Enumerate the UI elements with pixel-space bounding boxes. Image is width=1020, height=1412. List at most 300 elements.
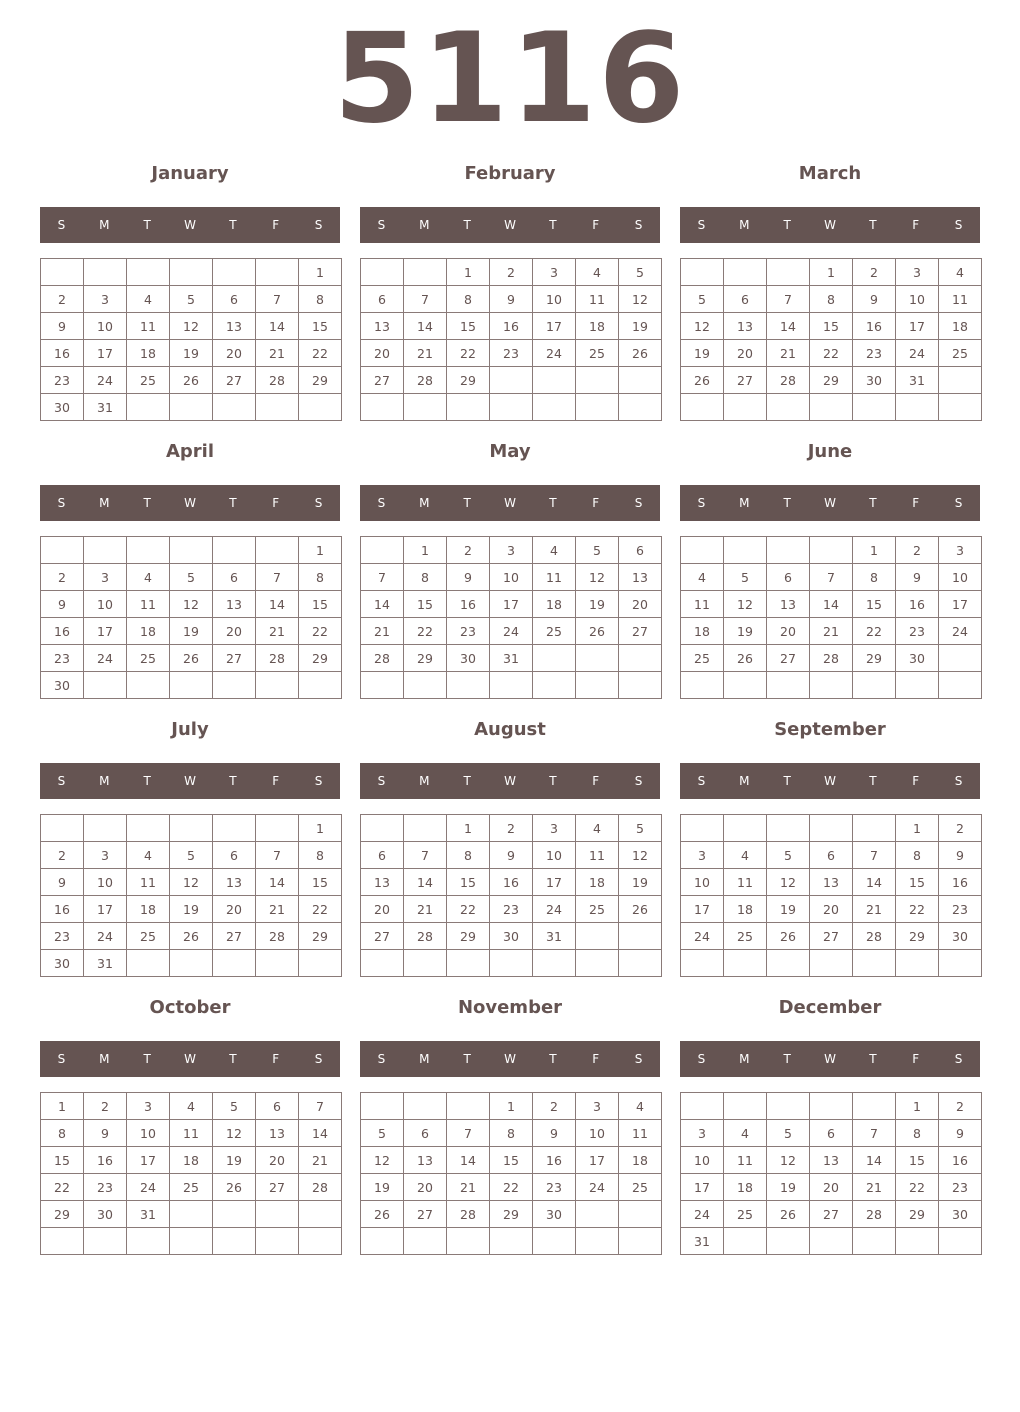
week-row <box>361 618 662 645</box>
weekday-label: T <box>869 1052 877 1066</box>
week-row <box>361 645 662 672</box>
day-cell: 16 <box>84 1147 127 1174</box>
day-cell <box>619 645 662 672</box>
day-cell: 31 <box>896 367 939 394</box>
day-cell <box>619 672 662 699</box>
day-cell: 26 <box>213 1174 256 1201</box>
day-cell <box>810 950 853 977</box>
day-cell: 4 <box>724 842 767 869</box>
day-cell: 27 <box>619 618 662 645</box>
day-cell: 21 <box>853 1174 896 1201</box>
day-cell: 13 <box>404 1147 447 1174</box>
day-cell: 13 <box>213 869 256 896</box>
day-cell: 3 <box>896 259 939 286</box>
day-cell: 11 <box>576 286 619 313</box>
day-cell <box>256 950 299 977</box>
day-cell <box>213 394 256 421</box>
day-cell: 15 <box>299 869 342 896</box>
week-row <box>681 564 982 591</box>
day-cell <box>681 259 724 286</box>
day-cell <box>619 367 662 394</box>
day-cell: 26 <box>170 645 213 672</box>
day-cell <box>84 815 127 842</box>
week-row <box>681 869 982 896</box>
weekday-label: F <box>272 496 280 510</box>
day-cell: 15 <box>853 591 896 618</box>
day-cell: 21 <box>404 340 447 367</box>
day-cell <box>576 923 619 950</box>
day-cell: 6 <box>724 286 767 313</box>
day-cell: 17 <box>939 591 982 618</box>
day-cell: 9 <box>41 591 84 618</box>
day-cell <box>724 672 767 699</box>
day-cell: 22 <box>299 896 342 923</box>
day-cell: 5 <box>170 564 213 591</box>
day-cell: 28 <box>767 367 810 394</box>
day-cell: 14 <box>404 869 447 896</box>
day-cell <box>576 367 619 394</box>
day-cell <box>299 1201 342 1228</box>
day-cell: 19 <box>767 896 810 923</box>
week-row <box>681 367 982 394</box>
day-cell: 21 <box>447 1174 490 1201</box>
weekday-label: S <box>954 774 963 788</box>
day-cell: 20 <box>256 1147 299 1174</box>
day-cell: 27 <box>810 923 853 950</box>
day-cell: 1 <box>490 1093 533 1120</box>
day-cell: 24 <box>84 923 127 950</box>
day-cell: 29 <box>490 1201 533 1228</box>
week-row <box>681 394 982 421</box>
day-cell: 1 <box>299 259 342 286</box>
day-cell: 5 <box>361 1120 404 1147</box>
day-cell: 25 <box>170 1174 213 1201</box>
day-cell: 1 <box>896 815 939 842</box>
weekday-label: F <box>912 1052 920 1066</box>
day-cell: 26 <box>724 645 767 672</box>
day-cell: 7 <box>810 564 853 591</box>
day-cell: 20 <box>619 591 662 618</box>
day-cell <box>810 672 853 699</box>
weekday-label: T <box>463 1052 471 1066</box>
week-row <box>681 591 982 618</box>
day-cell: 3 <box>127 1093 170 1120</box>
day-grid <box>360 536 662 699</box>
day-cell <box>256 394 299 421</box>
day-cell: 29 <box>299 645 342 672</box>
day-cell: 16 <box>41 340 84 367</box>
day-cell: 6 <box>810 1120 853 1147</box>
weekday-label: F <box>592 218 600 232</box>
day-cell: 10 <box>84 313 127 340</box>
day-cell: 2 <box>490 815 533 842</box>
day-cell <box>170 537 213 564</box>
weekday-label: M <box>99 218 110 232</box>
day-cell: 21 <box>767 340 810 367</box>
day-cell: 18 <box>724 896 767 923</box>
month-name: June <box>807 441 853 462</box>
weekday-label: F <box>912 218 920 232</box>
day-cell: 22 <box>490 1174 533 1201</box>
day-cell: 2 <box>84 1093 127 1120</box>
day-cell: 21 <box>256 618 299 645</box>
day-cell <box>361 950 404 977</box>
day-cell: 15 <box>404 591 447 618</box>
day-cell <box>681 394 724 421</box>
day-cell: 29 <box>447 367 490 394</box>
weekday-label: T <box>143 774 151 788</box>
day-cell: 25 <box>127 923 170 950</box>
day-cell: 24 <box>939 618 982 645</box>
day-cell: 8 <box>810 286 853 313</box>
day-cell <box>724 259 767 286</box>
day-cell <box>681 672 724 699</box>
day-cell: 31 <box>127 1201 170 1228</box>
day-cell <box>127 259 170 286</box>
day-cell: 23 <box>41 923 84 950</box>
day-cell: 16 <box>896 591 939 618</box>
day-cell: 21 <box>256 340 299 367</box>
weekday-header <box>360 1041 660 1077</box>
day-cell: 14 <box>404 313 447 340</box>
weekday-label: W <box>504 218 516 232</box>
week-row <box>361 896 662 923</box>
day-cell: 4 <box>576 259 619 286</box>
day-cell: 6 <box>256 1093 299 1120</box>
day-cell <box>170 259 213 286</box>
day-cell <box>170 1228 213 1255</box>
week-row <box>361 259 662 286</box>
day-cell: 14 <box>361 591 404 618</box>
day-cell <box>170 1201 213 1228</box>
week-row <box>361 1093 662 1120</box>
day-cell: 7 <box>256 842 299 869</box>
day-cell: 22 <box>41 1174 84 1201</box>
day-cell: 3 <box>533 815 576 842</box>
day-cell: 21 <box>853 896 896 923</box>
weekday-label: S <box>377 496 386 510</box>
day-cell: 3 <box>681 1120 724 1147</box>
day-cell <box>724 537 767 564</box>
day-cell: 8 <box>41 1120 84 1147</box>
day-cell: 12 <box>170 313 213 340</box>
day-cell: 18 <box>576 313 619 340</box>
day-cell: 28 <box>853 1201 896 1228</box>
day-cell: 10 <box>84 869 127 896</box>
week-row <box>41 340 342 367</box>
day-cell: 8 <box>853 564 896 591</box>
day-cell: 16 <box>533 1147 576 1174</box>
day-cell: 16 <box>447 591 490 618</box>
day-cell: 24 <box>533 896 576 923</box>
day-cell: 17 <box>127 1147 170 1174</box>
week-row <box>361 950 662 977</box>
day-grid <box>360 1092 662 1255</box>
weekday-label: S <box>634 774 643 788</box>
day-cell: 15 <box>810 313 853 340</box>
day-cell: 18 <box>724 1174 767 1201</box>
weekday-label: S <box>697 218 706 232</box>
day-cell: 28 <box>810 645 853 672</box>
week-row <box>41 950 342 977</box>
day-cell: 3 <box>939 537 982 564</box>
day-cell: 20 <box>213 340 256 367</box>
week-row <box>681 1228 982 1255</box>
week-row <box>361 367 662 394</box>
day-grid <box>680 258 982 421</box>
day-cell: 22 <box>810 340 853 367</box>
day-cell: 4 <box>127 842 170 869</box>
day-cell: 5 <box>619 815 662 842</box>
day-cell <box>939 950 982 977</box>
day-cell <box>810 1228 853 1255</box>
day-cell: 2 <box>41 286 84 313</box>
week-row <box>41 286 342 313</box>
day-cell: 10 <box>896 286 939 313</box>
weekday-label: W <box>184 774 196 788</box>
day-cell: 14 <box>810 591 853 618</box>
day-cell: 11 <box>576 842 619 869</box>
weekday-label: T <box>229 218 237 232</box>
day-cell: 23 <box>490 340 533 367</box>
weekday-label: W <box>824 218 836 232</box>
day-cell: 13 <box>619 564 662 591</box>
day-grid <box>680 536 982 699</box>
day-cell: 13 <box>256 1120 299 1147</box>
day-cell <box>767 1228 810 1255</box>
day-cell <box>810 815 853 842</box>
day-grid <box>360 258 662 421</box>
day-cell: 3 <box>681 842 724 869</box>
day-grid <box>40 814 342 977</box>
day-cell <box>404 1228 447 1255</box>
day-cell <box>533 367 576 394</box>
day-cell: 29 <box>299 367 342 394</box>
week-row <box>681 286 982 313</box>
day-cell: 9 <box>41 313 84 340</box>
week-row <box>681 313 982 340</box>
day-cell <box>84 672 127 699</box>
day-cell: 25 <box>127 367 170 394</box>
week-row <box>361 869 662 896</box>
day-cell <box>213 537 256 564</box>
day-cell <box>170 394 213 421</box>
day-grid <box>40 1092 342 1255</box>
weekday-label: S <box>634 218 643 232</box>
day-cell: 20 <box>404 1174 447 1201</box>
day-cell: 19 <box>767 1174 810 1201</box>
day-cell: 24 <box>681 923 724 950</box>
weekday-label: T <box>783 496 791 510</box>
week-row <box>41 896 342 923</box>
day-cell: 11 <box>724 1147 767 1174</box>
day-cell <box>213 950 256 977</box>
day-cell: 2 <box>41 564 84 591</box>
week-row <box>41 842 342 869</box>
day-cell <box>361 1093 404 1120</box>
day-cell: 28 <box>256 923 299 950</box>
weekday-label: F <box>592 496 600 510</box>
day-cell: 31 <box>490 645 533 672</box>
day-cell: 21 <box>810 618 853 645</box>
day-cell: 27 <box>361 367 404 394</box>
day-cell <box>127 537 170 564</box>
day-cell <box>490 394 533 421</box>
weekday-label: W <box>824 496 836 510</box>
day-cell: 5 <box>170 842 213 869</box>
day-cell: 26 <box>619 340 662 367</box>
day-grid <box>360 814 662 977</box>
week-row <box>681 1120 982 1147</box>
day-cell: 19 <box>361 1174 404 1201</box>
weekday-header <box>40 1041 340 1077</box>
day-cell: 11 <box>170 1120 213 1147</box>
day-cell: 15 <box>41 1147 84 1174</box>
day-cell: 7 <box>299 1093 342 1120</box>
weekday-label: T <box>463 218 471 232</box>
week-row <box>41 313 342 340</box>
day-cell: 31 <box>681 1228 724 1255</box>
day-cell: 28 <box>256 367 299 394</box>
day-cell: 12 <box>576 564 619 591</box>
month-name: March <box>798 163 862 184</box>
day-cell <box>533 645 576 672</box>
day-cell: 21 <box>299 1147 342 1174</box>
day-cell: 1 <box>447 815 490 842</box>
day-cell <box>127 950 170 977</box>
day-cell: 28 <box>361 645 404 672</box>
week-row <box>361 1228 662 1255</box>
day-cell: 7 <box>853 1120 896 1147</box>
day-cell: 13 <box>361 313 404 340</box>
day-cell: 4 <box>127 286 170 313</box>
day-cell: 11 <box>127 869 170 896</box>
day-cell: 7 <box>361 564 404 591</box>
day-cell: 18 <box>533 591 576 618</box>
day-cell: 22 <box>299 340 342 367</box>
day-cell: 7 <box>404 842 447 869</box>
day-cell <box>896 950 939 977</box>
weekday-label: W <box>824 1052 836 1066</box>
weekday-label: S <box>634 1052 643 1066</box>
day-grid <box>680 1092 982 1255</box>
day-cell: 21 <box>361 618 404 645</box>
week-row <box>681 618 982 645</box>
day-cell <box>939 645 982 672</box>
day-cell: 25 <box>619 1174 662 1201</box>
day-cell: 22 <box>896 896 939 923</box>
day-cell: 30 <box>853 367 896 394</box>
day-cell <box>533 672 576 699</box>
day-cell: 28 <box>299 1174 342 1201</box>
day-cell: 23 <box>41 367 84 394</box>
day-cell: 23 <box>896 618 939 645</box>
day-cell: 22 <box>896 1174 939 1201</box>
week-row <box>41 672 342 699</box>
day-cell: 10 <box>576 1120 619 1147</box>
day-cell: 13 <box>810 869 853 896</box>
day-cell <box>724 950 767 977</box>
day-cell: 9 <box>490 842 533 869</box>
day-cell: 8 <box>404 564 447 591</box>
day-cell <box>84 1228 127 1255</box>
day-cell: 27 <box>256 1174 299 1201</box>
day-cell: 1 <box>810 259 853 286</box>
weekday-label: T <box>549 218 557 232</box>
day-cell: 22 <box>853 618 896 645</box>
week-row <box>361 286 662 313</box>
day-cell: 29 <box>447 923 490 950</box>
day-cell: 28 <box>853 923 896 950</box>
day-cell <box>853 815 896 842</box>
weekday-label: W <box>824 774 836 788</box>
day-cell: 3 <box>84 564 127 591</box>
day-cell: 30 <box>490 923 533 950</box>
day-cell: 6 <box>404 1120 447 1147</box>
day-cell: 5 <box>767 1120 810 1147</box>
weekday-label: T <box>143 1052 151 1066</box>
day-cell: 11 <box>127 591 170 618</box>
day-cell: 10 <box>490 564 533 591</box>
day-cell: 13 <box>213 591 256 618</box>
day-cell: 20 <box>724 340 767 367</box>
weekday-label: M <box>739 774 750 788</box>
weekday-label: T <box>783 218 791 232</box>
weekday-label: M <box>739 218 750 232</box>
day-cell: 7 <box>853 842 896 869</box>
day-cell <box>490 950 533 977</box>
day-cell: 12 <box>767 1147 810 1174</box>
month-name: May <box>489 441 531 462</box>
day-cell: 10 <box>939 564 982 591</box>
week-row <box>41 564 342 591</box>
weekday-label: T <box>869 774 877 788</box>
day-grid <box>40 258 342 421</box>
month-name: April <box>165 441 215 462</box>
day-cell <box>299 1228 342 1255</box>
day-cell <box>853 1228 896 1255</box>
week-row <box>681 537 982 564</box>
day-cell: 20 <box>810 896 853 923</box>
day-cell: 11 <box>127 313 170 340</box>
weekday-label: S <box>314 1052 323 1066</box>
day-cell: 27 <box>213 367 256 394</box>
weekday-label: T <box>229 1052 237 1066</box>
month-name: November <box>457 997 563 1018</box>
day-cell: 17 <box>681 1174 724 1201</box>
day-cell <box>939 367 982 394</box>
day-cell: 7 <box>447 1120 490 1147</box>
weekday-label: T <box>783 1052 791 1066</box>
day-cell <box>213 1228 256 1255</box>
day-cell <box>853 1093 896 1120</box>
day-cell <box>127 672 170 699</box>
day-cell: 24 <box>681 1201 724 1228</box>
day-cell: 16 <box>41 618 84 645</box>
day-cell: 8 <box>299 564 342 591</box>
day-cell: 19 <box>619 313 662 340</box>
day-cell: 14 <box>256 591 299 618</box>
day-cell: 17 <box>490 591 533 618</box>
day-cell <box>939 1228 982 1255</box>
day-cell <box>619 394 662 421</box>
day-cell: 29 <box>41 1201 84 1228</box>
weekday-label: W <box>504 1052 516 1066</box>
day-cell: 8 <box>447 842 490 869</box>
day-cell <box>447 394 490 421</box>
weekday-label: M <box>99 496 110 510</box>
week-row <box>361 340 662 367</box>
